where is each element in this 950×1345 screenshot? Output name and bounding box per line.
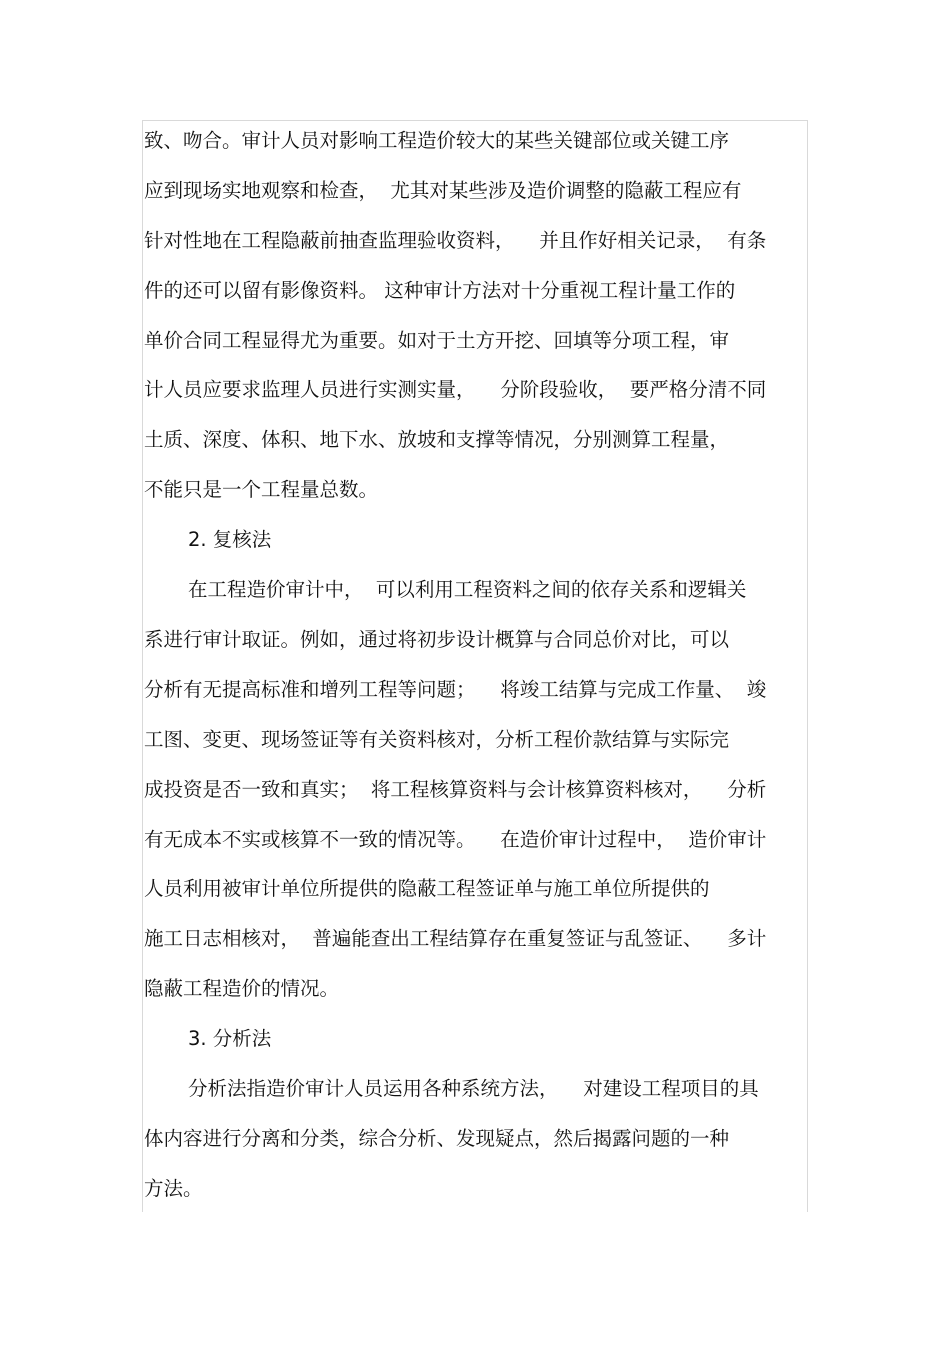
text-line: 施工日志相核对， 普遍能查出工程结算存在重复签证与乱签证、 多计	[144, 927, 767, 950]
text-line: 应到现场实地观察和检查， 尤其对某些涉及造价调整的隐蔽工程应有	[144, 179, 742, 202]
text-line: 有无成本不实或核算不一致的情况等。 在造价审计过程中， 造价审计	[144, 828, 767, 851]
text-line: 不能只是一个工程量总数。	[144, 478, 379, 501]
text-line: 在工程造价审计中， 可以利用工程资料之间的依存关系和逻辑关	[188, 578, 747, 601]
text-line: 致、吻合。审计人员对影响工程造价较大的某些关键部位或关键工序	[144, 129, 730, 152]
section-heading: 3. 分析法	[188, 1027, 272, 1050]
frame-top-border	[142, 120, 808, 121]
text-line: 单价合同工程显得尤为重要。如对于土方开挖、回填等分项工程，审	[144, 329, 730, 352]
text-line: 系进行审计取证。例如，通过将初步设计概算与合同总价对比，可以	[144, 628, 730, 651]
text-line: 成投资是否一致和真实； 将工程核算资料与会计核算资料核对， 分析	[144, 778, 767, 801]
text-line: 隐蔽工程造价的情况。	[144, 977, 340, 1000]
text-line: 人员利用被审计单位所提供的隐蔽工程签证单与施工单位所提供的	[144, 877, 710, 900]
text-line: 计人员应要求监理人员进行实测实量， 分阶段验收， 要严格分清不同	[144, 378, 767, 401]
frame-right-border	[807, 120, 808, 1212]
text-line: 体内容进行分离和分类，综合分析、发现疑点，然后揭露问题的一种	[144, 1127, 730, 1150]
text-line: 方法。	[144, 1177, 203, 1200]
text-line: 针对性地在工程隐蔽前抽查监理验收资料， 并且作好相关记录， 有条	[144, 229, 767, 252]
text-line: 土质、深度、体积、地下水、放坡和支撑等情况，分别测算工程量，	[144, 428, 730, 451]
text-line: 件的还可以留有影像资料。 这种审计方法对十分重视工程计量工作的	[144, 279, 736, 302]
text-line: 分析有无提高标准和增列工程等问题； 将竣工结算与完成工作量、 竣	[144, 678, 767, 701]
text-line: 分析法指造价审计人员运用各种系统方法， 对建设工程项目的具	[188, 1077, 759, 1100]
text-line: 工图、变更、现场签证等有关资料核对，分析工程价款结算与实际完	[144, 728, 730, 751]
frame-left-border	[142, 120, 143, 1212]
section-heading: 2. 复核法	[188, 528, 272, 551]
